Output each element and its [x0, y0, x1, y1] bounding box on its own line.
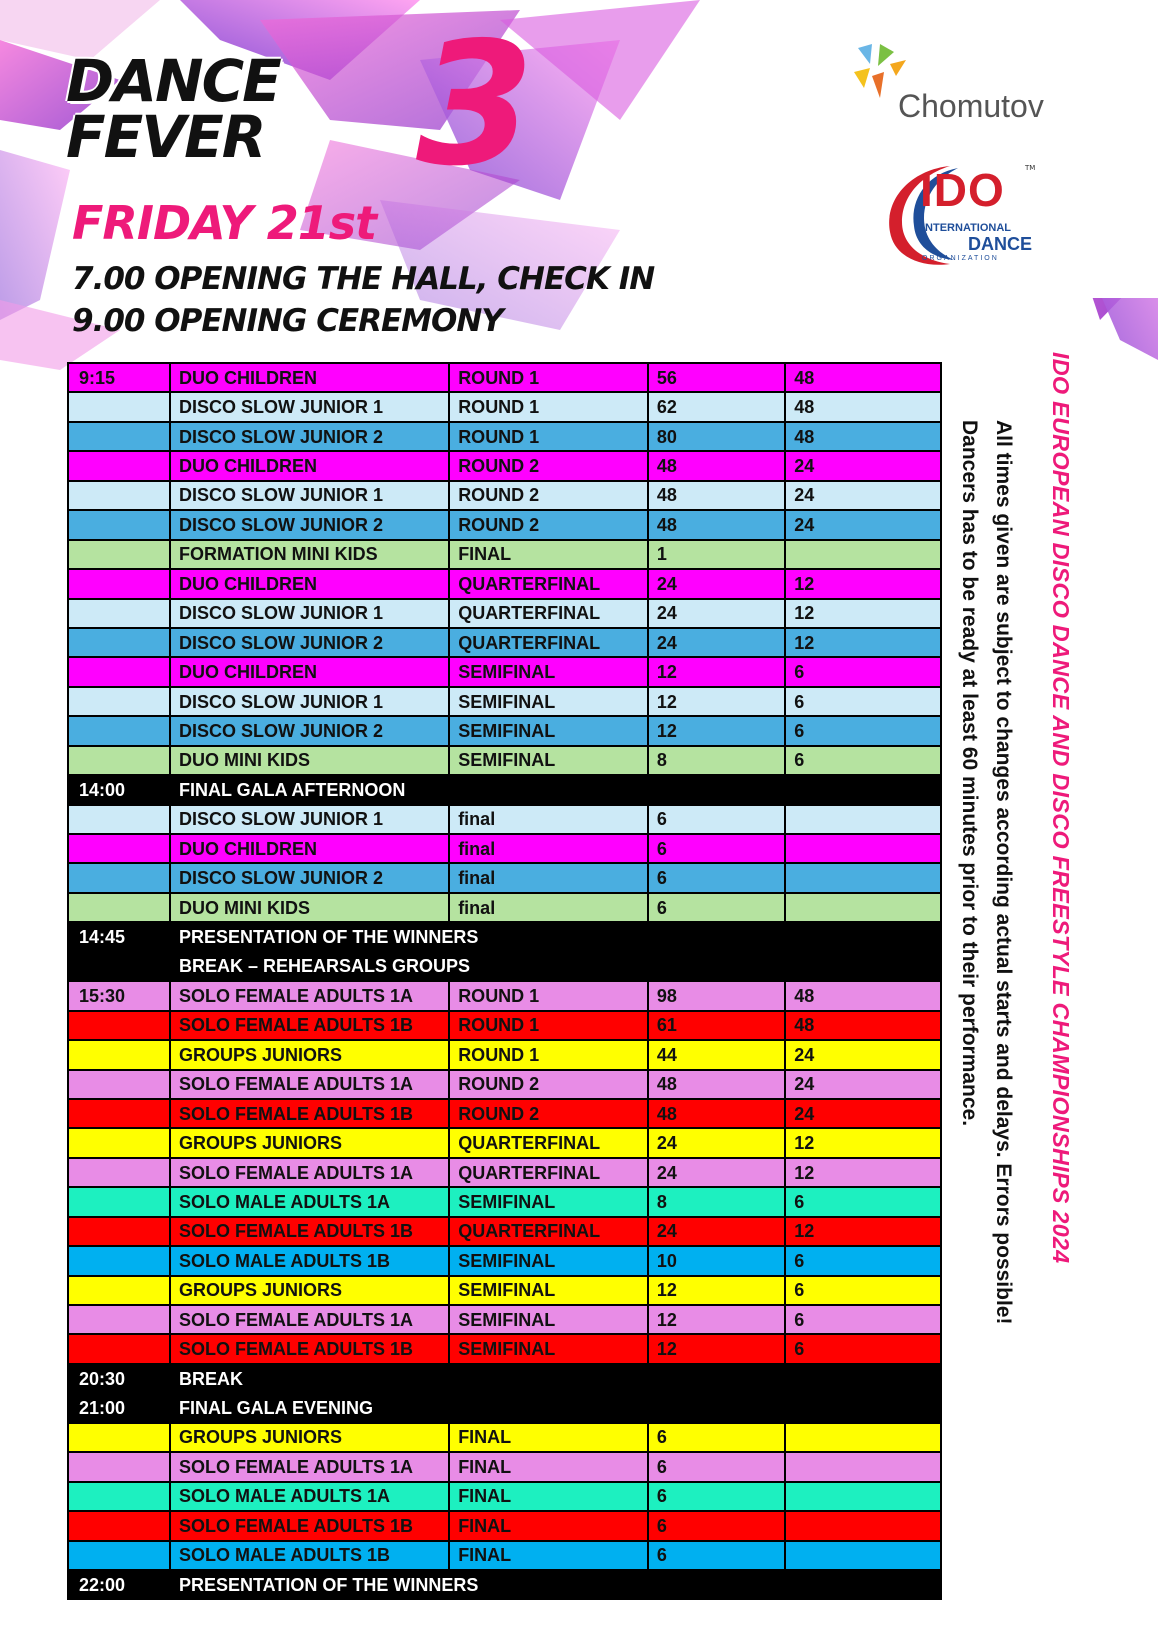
schedule-row	[68, 1452, 941, 1481]
schedule-cell-category: SOLO FEMALE ADULTS 1A	[170, 1305, 449, 1334]
schedule-cell-time	[68, 1187, 170, 1216]
schedule-cell-time	[68, 540, 170, 569]
schedule-cell-qualify	[785, 1423, 941, 1452]
schedule-cell-qualify: 24	[785, 1040, 941, 1069]
opening-line-1: 7.00 OPENING THE HALL, CHECK IN	[72, 261, 655, 297]
schedule-row	[68, 1246, 941, 1275]
schedule-cell-category: DISCO SLOW JUNIOR 1	[170, 805, 449, 834]
schedule-cell-time: 14:45	[68, 922, 170, 951]
schedule-cell-time: 14:00	[68, 775, 170, 804]
schedule-row	[68, 628, 941, 657]
schedule-cell-starters: 12	[648, 1276, 785, 1305]
schedule-cell-category: SOLO FEMALE ADULTS 1B	[170, 1334, 449, 1363]
schedule-cell-category: SOLO FEMALE ADULTS 1B	[170, 1217, 449, 1246]
schedule-cell-round: ROUND 1	[449, 1011, 648, 1040]
schedule-cell-category: DUO CHILDREN	[170, 569, 449, 598]
schedule-cell-round: FINAL	[449, 1423, 648, 1452]
schedule-cell-time	[68, 1070, 170, 1099]
day-title: FRIDAY 21st	[72, 196, 377, 250]
schedule-row	[68, 1099, 941, 1128]
schedule-cell-category: SOLO FEMALE ADULTS 1B	[170, 1511, 449, 1540]
schedule-cell-qualify: 24	[785, 1099, 941, 1128]
schedule-cell-round: FINAL	[449, 1452, 648, 1481]
schedule-cell-qualify: 48	[785, 981, 941, 1010]
schedule-cell-category: BREAK – REHEARSALS GROUPS	[170, 952, 941, 981]
opening-line-2: 9.00 OPENING CEREMONY	[72, 303, 503, 339]
schedule-cell-qualify: 24	[785, 451, 941, 480]
timing-disclaimer: All times given are subject to changes according actual starts and delays. Errors possible!	[992, 420, 1015, 1325]
schedule-row	[68, 1276, 941, 1305]
schedule-cell-time	[68, 1334, 170, 1363]
schedule-cell-time	[68, 893, 170, 922]
schedule-cell-round: SEMIFINAL	[449, 746, 648, 775]
schedule-cell-category: DUO CHILDREN	[170, 834, 449, 863]
schedule-cell-round: final	[449, 863, 648, 892]
schedule-cell-starters: 10	[648, 1246, 785, 1275]
schedule-cell-qualify: 12	[785, 569, 941, 598]
schedule-cell-starters: 61	[648, 1011, 785, 1040]
schedule-row	[68, 1482, 941, 1511]
schedule-cell-qualify: 48	[785, 363, 941, 392]
ido-letters: IDO	[920, 164, 1005, 216]
schedule-cell-time	[68, 952, 170, 981]
schedule-cell-qualify: 12	[785, 599, 941, 628]
schedule-cell-time	[68, 1099, 170, 1128]
schedule-cell-category: SOLO FEMALE ADULTS 1A	[170, 981, 449, 1010]
schedule-cell-round: SEMIFINAL	[449, 657, 648, 686]
schedule-row	[68, 363, 941, 392]
schedule-cell-time	[68, 657, 170, 686]
schedule-cell-time	[68, 1011, 170, 1040]
schedule-cell-category: FINAL GALA EVENING	[170, 1393, 941, 1422]
schedule-cell-time	[68, 628, 170, 657]
schedule-cell-time	[68, 805, 170, 834]
schedule-table	[67, 362, 942, 1600]
schedule-cell-qualify: 48	[785, 422, 941, 451]
schedule-cell-round: QUARTERFINAL	[449, 569, 648, 598]
schedule-row	[68, 1305, 941, 1334]
schedule-cell-category: DISCO SLOW JUNIOR 1	[170, 599, 449, 628]
schedule-cell-qualify	[785, 863, 941, 892]
schedule-cell-time	[68, 510, 170, 539]
schedule-cell-category: DISCO SLOW JUNIOR 1	[170, 392, 449, 421]
schedule-cell-starters: 48	[648, 451, 785, 480]
schedule-cell-category: SOLO FEMALE ADULTS 1B	[170, 1099, 449, 1128]
schedule-cell-round: final	[449, 805, 648, 834]
schedule-cell-round: ROUND 2	[449, 451, 648, 480]
schedule-cell-category: DISCO SLOW JUNIOR 2	[170, 863, 449, 892]
schedule-cell-qualify: 6	[785, 1276, 941, 1305]
schedule-row	[68, 1040, 941, 1069]
schedule-cell-starters: 6	[648, 1423, 785, 1452]
schedule-cell-round: QUARTERFINAL	[449, 628, 648, 657]
schedule-cell-qualify: 24	[785, 510, 941, 539]
schedule-row	[68, 540, 941, 569]
schedule-row	[68, 1334, 941, 1363]
schedule-row	[68, 1511, 941, 1540]
schedule-cell-time	[68, 834, 170, 863]
schedule-cell-category: PRESENTATION OF THE WINNERS	[170, 922, 941, 951]
ido-line-3: ORGANIZATION	[922, 255, 999, 262]
schedule-cell-starters: 12	[648, 716, 785, 745]
schedule-cell-round: ROUND 2	[449, 1070, 648, 1099]
ido-trademark: TM	[1025, 164, 1036, 172]
schedule-row	[68, 481, 941, 510]
schedule-cell-time	[68, 422, 170, 451]
schedule-cell-time	[68, 451, 170, 480]
schedule-cell-category: DISCO SLOW JUNIOR 1	[170, 481, 449, 510]
schedule-cell-starters: 6	[648, 863, 785, 892]
schedule-cell-qualify: 48	[785, 392, 941, 421]
schedule-cell-category: SOLO MALE ADULTS 1A	[170, 1187, 449, 1216]
schedule-cell-starters: 6	[648, 1541, 785, 1570]
schedule-cell-round: FINAL	[449, 1511, 648, 1540]
schedule-cell-category: DISCO SLOW JUNIOR 2	[170, 510, 449, 539]
schedule-cell-round: SEMIFINAL	[449, 687, 648, 716]
schedule-row	[68, 657, 941, 686]
schedule-cell-starters: 8	[648, 746, 785, 775]
schedule-cell-round: final	[449, 893, 648, 922]
schedule-cell-category: FORMATION MINI KIDS	[170, 540, 449, 569]
schedule-cell-time	[68, 569, 170, 598]
schedule-cell-starters: 12	[648, 687, 785, 716]
schedule-cell-round: ROUND 2	[449, 481, 648, 510]
schedule-cell-qualify: 6	[785, 1246, 941, 1275]
schedule-cell-starters: 24	[648, 1158, 785, 1187]
schedule-cell-qualify: 12	[785, 1128, 941, 1157]
schedule-row	[68, 422, 941, 451]
schedule-cell-category: SOLO FEMALE ADULTS 1B	[170, 1011, 449, 1040]
logo-number: 3	[416, 6, 535, 204]
schedule-cell-category: DISCO SLOW JUNIOR 1	[170, 687, 449, 716]
schedule-row	[68, 1158, 941, 1187]
schedule-cell-time	[68, 863, 170, 892]
schedule-cell-qualify	[785, 540, 941, 569]
schedule-cell-time: 22:00	[68, 1570, 170, 1599]
schedule-row	[68, 1217, 941, 1246]
schedule-cell-round: SEMIFINAL	[449, 1276, 648, 1305]
schedule-cell-starters: 6	[648, 893, 785, 922]
schedule-cell-round: ROUND 2	[449, 510, 648, 539]
schedule-cell-round: SEMIFINAL	[449, 1305, 648, 1334]
schedule-cell-starters: 24	[648, 1128, 785, 1157]
schedule-cell-time	[68, 392, 170, 421]
schedule-cell-round: ROUND 1	[449, 981, 648, 1010]
schedule-row	[68, 687, 941, 716]
ido-line-2: DANCE	[968, 234, 1033, 254]
schedule-cell-time	[68, 1452, 170, 1481]
schedule-cell-qualify: 6	[785, 1187, 941, 1216]
schedule-cell-time	[68, 1128, 170, 1157]
schedule-cell-time	[68, 481, 170, 510]
schedule-cell-category: GROUPS JUNIORS	[170, 1128, 449, 1157]
schedule-cell-time	[68, 1482, 170, 1511]
schedule-cell-starters: 48	[648, 1099, 785, 1128]
schedule-cell-starters: 12	[648, 1305, 785, 1334]
schedule-cell-time	[68, 1158, 170, 1187]
logo-line-1: DANCE	[66, 47, 280, 115]
schedule-cell-starters: 98	[648, 981, 785, 1010]
schedule-row	[68, 1187, 941, 1216]
schedule-cell-time	[68, 599, 170, 628]
schedule-cell-category: DISCO SLOW JUNIOR 2	[170, 422, 449, 451]
schedule-cell-qualify	[785, 1452, 941, 1481]
schedule-row	[68, 893, 941, 922]
schedule-row	[68, 1541, 941, 1570]
schedule-cell-round: FINAL	[449, 540, 648, 569]
schedule-row	[68, 981, 941, 1010]
schedule-cell-round: QUARTERFINAL	[449, 1128, 648, 1157]
schedule-cell-qualify: 24	[785, 481, 941, 510]
schedule-cell-time: 21:00	[68, 1393, 170, 1422]
schedule-cell-time	[68, 1305, 170, 1334]
schedule-cell-starters: 24	[648, 569, 785, 598]
schedule-cell-round: SEMIFINAL	[449, 1187, 648, 1216]
schedule-cell-qualify: 12	[785, 1158, 941, 1187]
schedule-cell-category: SOLO FEMALE ADULTS 1A	[170, 1158, 449, 1187]
schedule-cell-starters: 12	[648, 1334, 785, 1363]
schedule-cell-starters: 24	[648, 1217, 785, 1246]
schedule-cell-time	[68, 716, 170, 745]
schedule-cell-qualify: 24	[785, 1070, 941, 1099]
schedule-cell-round: final	[449, 834, 648, 863]
schedule-cell-starters: 44	[648, 1040, 785, 1069]
schedule-cell-category: GROUPS JUNIORS	[170, 1040, 449, 1069]
schedule-cell-round: FINAL	[449, 1541, 648, 1570]
schedule-cell-round: QUARTERFINAL	[449, 599, 648, 628]
schedule-row	[68, 1011, 941, 1040]
schedule-cell-starters: 48	[648, 1070, 785, 1099]
schedule-cell-starters: 6	[648, 1511, 785, 1540]
schedule-cell-starters: 56	[648, 363, 785, 392]
schedule-cell-qualify: 12	[785, 628, 941, 657]
schedule-cell-category: DUO CHILDREN	[170, 451, 449, 480]
schedule-cell-qualify: 12	[785, 1217, 941, 1246]
schedule-row	[68, 510, 941, 539]
ido-line-1: INTERNATIONAL	[922, 222, 1012, 234]
schedule-cell-starters: 62	[648, 392, 785, 421]
schedule-row	[68, 1570, 941, 1599]
schedule-row	[68, 569, 941, 598]
schedule-row	[68, 1070, 941, 1099]
schedule-cell-starters: 80	[648, 422, 785, 451]
schedule-cell-category: SOLO MALE ADULTS 1B	[170, 1246, 449, 1275]
schedule-cell-starters: 24	[648, 599, 785, 628]
schedule-cell-starters: 6	[648, 834, 785, 863]
schedule-cell-time	[68, 1511, 170, 1540]
schedule-cell-round: ROUND 1	[449, 392, 648, 421]
schedule-cell-round: ROUND 1	[449, 422, 648, 451]
schedule-cell-category: SOLO MALE ADULTS 1B	[170, 1541, 449, 1570]
schedule-cell-round: ROUND 1	[449, 1040, 648, 1069]
schedule-cell-time	[68, 1040, 170, 1069]
schedule-cell-starters: 6	[648, 1482, 785, 1511]
schedule-cell-round: SEMIFINAL	[449, 1334, 648, 1363]
schedule-cell-time: 20:30	[68, 1364, 170, 1393]
schedule-cell-time: 9:15	[68, 363, 170, 392]
schedule-cell-starters: 24	[648, 628, 785, 657]
schedule-cell-category: PRESENTATION OF THE WINNERS	[170, 1570, 941, 1599]
schedule-cell-time	[68, 1246, 170, 1275]
schedule-cell-time: 15:30	[68, 981, 170, 1010]
schedule-cell-starters: 48	[648, 481, 785, 510]
schedule-row	[68, 775, 941, 804]
schedule-cell-round: SEMIFINAL	[449, 1246, 648, 1275]
schedule-cell-starters: 8	[648, 1187, 785, 1216]
schedule-cell-category: DUO CHILDREN	[170, 363, 449, 392]
schedule-cell-category: DUO MINI KIDS	[170, 746, 449, 775]
schedule-cell-category: GROUPS JUNIORS	[170, 1276, 449, 1305]
schedule-cell-qualify: 6	[785, 716, 941, 745]
schedule-cell-category: SOLO MALE ADULTS 1A	[170, 1482, 449, 1511]
schedule-row	[68, 834, 941, 863]
logo-line-2: FEVER	[66, 103, 265, 171]
schedule-body	[68, 363, 941, 1599]
schedule-cell-round: QUARTERFINAL	[449, 1217, 648, 1246]
schedule-cell-starters: 6	[648, 805, 785, 834]
schedule-cell-category: SOLO FEMALE ADULTS 1A	[170, 1070, 449, 1099]
schedule-cell-starters: 48	[648, 510, 785, 539]
schedule-cell-qualify: 6	[785, 1334, 941, 1363]
schedule-cell-round: ROUND 2	[449, 1099, 648, 1128]
schedule-row	[68, 716, 941, 745]
schedule-cell-starters: 6	[648, 1452, 785, 1481]
schedule-cell-qualify	[785, 1482, 941, 1511]
schedule-row	[68, 1128, 941, 1157]
schedule-cell-category: FINAL GALA AFTERNOON	[170, 775, 941, 804]
schedule-cell-starters: 1	[648, 540, 785, 569]
schedule-cell-qualify	[785, 805, 941, 834]
schedule-cell-category: GROUPS JUNIORS	[170, 1423, 449, 1452]
schedule-row	[68, 952, 941, 981]
schedule-cell-qualify: 6	[785, 746, 941, 775]
schedule-row	[68, 1393, 941, 1422]
schedule-cell-starters: 12	[648, 657, 785, 686]
schedule-cell-qualify: 6	[785, 1305, 941, 1334]
schedule-row	[68, 863, 941, 892]
schedule-cell-category: DUO MINI KIDS	[170, 893, 449, 922]
schedule-cell-round: ROUND 1	[449, 363, 648, 392]
schedule-cell-qualify	[785, 1511, 941, 1540]
schedule-cell-time	[68, 1541, 170, 1570]
readiness-note: Dancers has to be ready at least 60 minutes prior to their performance.	[958, 420, 981, 1127]
schedule-cell-time	[68, 1217, 170, 1246]
schedule-row	[68, 922, 941, 951]
schedule-cell-qualify	[785, 893, 941, 922]
schedule-cell-round: QUARTERFINAL	[449, 1158, 648, 1187]
schedule-cell-time	[68, 687, 170, 716]
schedule-cell-time	[68, 1276, 170, 1305]
schedule-row	[68, 1364, 941, 1393]
schedule-cell-qualify: 48	[785, 1011, 941, 1040]
schedule-cell-category: DUO CHILDREN	[170, 657, 449, 686]
schedule-cell-qualify: 6	[785, 687, 941, 716]
schedule-cell-round: FINAL	[449, 1482, 648, 1511]
schedule-row	[68, 451, 941, 480]
schedule-cell-category: SOLO FEMALE ADULTS 1A	[170, 1452, 449, 1481]
schedule-cell-qualify	[785, 834, 941, 863]
schedule-cell-category: BREAK	[170, 1364, 941, 1393]
schedule-row	[68, 746, 941, 775]
schedule-row	[68, 599, 941, 628]
chomutov-wordmark: Chomutov	[898, 88, 1044, 124]
schedule-cell-round: SEMIFINAL	[449, 716, 648, 745]
schedule-row	[68, 1423, 941, 1452]
schedule-cell-time	[68, 1423, 170, 1452]
championship-title: IDO EUROPEAN DISCO DANCE AND DISCO FREESTYLE CHAMPIONSHIPS 2024	[1048, 352, 1074, 1264]
schedule-cell-category: DISCO SLOW JUNIOR 2	[170, 716, 449, 745]
dance-fever-logo	[66, 47, 396, 182]
schedule-cell-time	[68, 746, 170, 775]
schedule-cell-qualify	[785, 1541, 941, 1570]
schedule-cell-qualify: 6	[785, 657, 941, 686]
schedule-cell-category: DISCO SLOW JUNIOR 2	[170, 628, 449, 657]
schedule-row	[68, 805, 941, 834]
schedule-row	[68, 392, 941, 421]
